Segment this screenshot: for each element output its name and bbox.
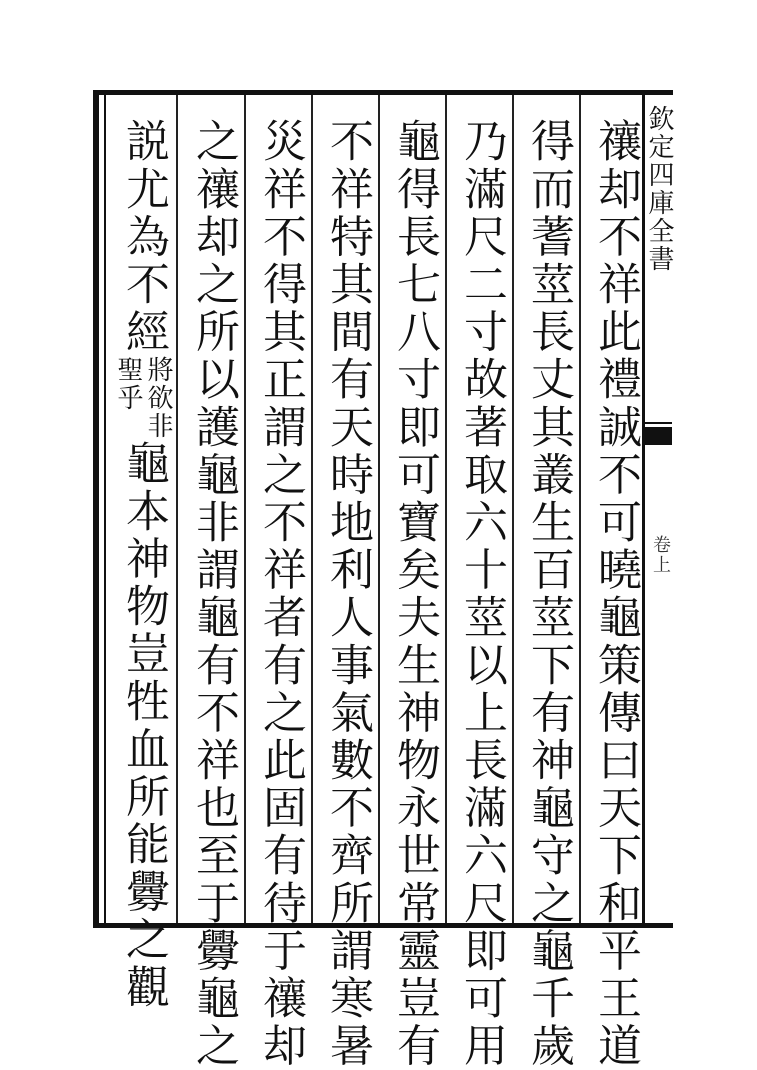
- column-divider: [244, 95, 246, 923]
- text-column-6: 災祥不得其正謂之不祥者有之此固有待于禳却: [255, 118, 306, 1070]
- column-divider: [378, 95, 380, 923]
- fish-tail-rule: [645, 422, 672, 424]
- note-right-line: 將欲非: [143, 356, 173, 440]
- margin-book-title: 欽定四庫全書: [644, 105, 674, 273]
- fish-tail-mark: [645, 427, 672, 445]
- column-divider: [445, 95, 447, 923]
- margin-section-mark: 卷上: [650, 535, 671, 575]
- text-column-1: 禳却不祥此禮誠不可曉龜策傳曰天下和平王道: [590, 118, 641, 1070]
- text-column-2: 得而蓍莖長丈其叢生百莖下有神龜守之龜千歲: [523, 118, 574, 1070]
- note-left-line: 聖乎: [113, 356, 143, 412]
- column-divider: [311, 95, 313, 923]
- inner-border-rule: [104, 95, 106, 923]
- text-column-8: [113, 118, 173, 1012]
- column-rest-text: 龜本神物豈牲血所能釁之觀: [118, 440, 169, 1012]
- text-column-5: 不祥特其間有天時地利人事氣數不齊所謂寒暑: [322, 118, 373, 1070]
- page-margin: [645, 95, 672, 923]
- text-column-7: 之禳却之所以護龜非謂龜有不祥也至于釁龜之: [188, 118, 239, 1070]
- column-lead-text: 説尤為不經: [118, 118, 169, 356]
- text-column-3: 乃滿尺二寸故著取六十莖以上長滿六尺即可用: [456, 118, 507, 1070]
- column-divider: [176, 95, 178, 923]
- column-divider: [512, 95, 514, 923]
- text-column-4: 龜得長七八寸即可寶矣夫生神物永世常靈豈有: [389, 118, 440, 1070]
- column-divider: [579, 95, 581, 923]
- interlinear-note: [113, 356, 173, 440]
